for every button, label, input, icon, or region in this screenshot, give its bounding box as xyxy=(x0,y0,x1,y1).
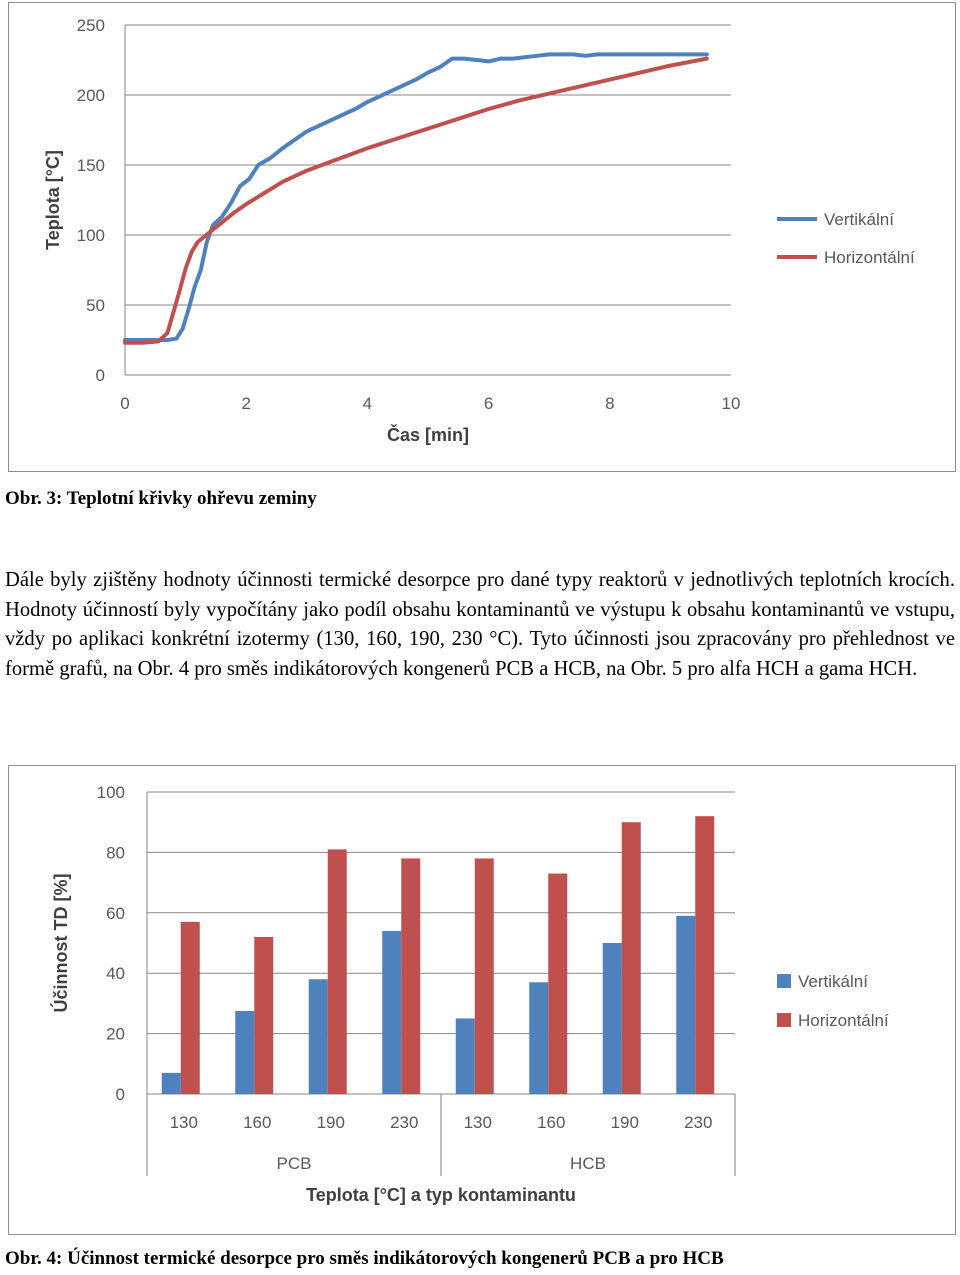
x-tick-label: 230 xyxy=(390,1113,419,1132)
x-tick-label: 190 xyxy=(610,1113,639,1132)
y-tick-label: 200 xyxy=(76,86,105,105)
x-tick-label: 160 xyxy=(537,1113,566,1132)
legend-label: Horizontální xyxy=(824,248,915,267)
bar-horizontalni xyxy=(548,874,567,1094)
efficiency-chart xyxy=(8,765,956,1235)
bar-vertikalni xyxy=(309,979,328,1094)
x-tick-label: 10 xyxy=(721,394,741,413)
bar-vertikalni xyxy=(456,1019,475,1095)
group-label: HCB xyxy=(570,1154,606,1173)
y-tick-label: 60 xyxy=(106,903,125,923)
x-tick-label: 8 xyxy=(605,394,615,413)
legend-swatch xyxy=(777,974,791,988)
bar-horizontalni xyxy=(328,849,347,1094)
legend-label: Horizontální xyxy=(798,1011,889,1030)
y-tick-label: 100 xyxy=(76,226,105,245)
group-label: PCB xyxy=(276,1154,312,1173)
x-tick-label: 190 xyxy=(316,1113,345,1132)
bar-vertikalni xyxy=(162,1073,181,1094)
y-tick-label: 250 xyxy=(76,16,105,35)
bar-vertikalni xyxy=(529,982,548,1094)
bar-vertikalni xyxy=(382,931,401,1094)
efficiency-chart-svg xyxy=(9,766,957,1236)
legend-label: Vertikální xyxy=(824,210,894,229)
x-tick-label: 2 xyxy=(241,394,251,413)
series-line-vertikalni xyxy=(125,54,707,340)
x-tick-label: 0 xyxy=(120,394,130,413)
body-paragraph: Dále byly zjištěny hodnoty účinnosti termické desorpce pro dané typy reaktorů v jednotlivých teplotních krocích. Hodnoty účinností byly vypočítány jako podíl obsahu kontaminantů ve výstupu k obsahu kontaminantů ve vstupu, vždy po aplikaci konkrétní izotermy (130, 160, 190, 230 °C). Tyto účinnosti jsou zpracovány pro přehlednost ve formě grafů, na Obr. 4 pro směs indikátorových kongenerů PCB a HCB, na Obr. 5 pro alfa HCH a gama HCH. xyxy=(5,569,955,680)
bar-horizontalni xyxy=(622,822,641,1094)
x-axis-title: Čas [min] xyxy=(386,425,470,445)
y-tick-label: 50 xyxy=(86,296,105,315)
y-tick-label: 0 xyxy=(95,366,105,385)
temperature-chart-svg xyxy=(9,3,957,473)
figure-3-caption: Obr. 3: Teplotní křivky ohřevu zeminy xyxy=(5,488,317,509)
bar-vertikalni xyxy=(603,943,622,1094)
x-tick-label: 160 xyxy=(243,1113,272,1132)
bar-horizontalni xyxy=(695,816,714,1094)
y-tick-label: 80 xyxy=(106,843,125,863)
bar-horizontalni xyxy=(181,922,200,1094)
bar-horizontalni xyxy=(475,858,494,1094)
y-tick-label: 100 xyxy=(96,783,125,802)
temperature-chart xyxy=(8,2,956,472)
y-tick-label: 150 xyxy=(76,156,105,175)
legend-label: Vertikální xyxy=(798,972,868,991)
x-tick-label: 130 xyxy=(463,1113,492,1132)
y-tick-label: 20 xyxy=(106,1024,125,1044)
figure-4-caption: Obr. 4: Účinnost termické desorpce pro směs indikátorových kongenerů PCB a pro HCB xyxy=(5,1248,724,1269)
bar-horizontalni xyxy=(401,858,420,1094)
x-tick-label: 6 xyxy=(483,394,494,413)
y-tick-label: 40 xyxy=(106,964,125,984)
legend-swatch xyxy=(777,1013,791,1027)
y-axis-title: Účinnost TD [%] xyxy=(51,873,71,1013)
x-tick-label: 4 xyxy=(362,394,373,413)
x-tick-label: 130 xyxy=(169,1113,198,1132)
y-tick-label: 0 xyxy=(115,1085,125,1104)
bar-horizontalni xyxy=(254,937,273,1094)
y-axis-title: Teplota [°C] xyxy=(43,150,63,250)
x-tick-label: 230 xyxy=(684,1113,713,1132)
series-line-horizontalni xyxy=(125,59,707,343)
bar-vertikalni xyxy=(676,916,695,1094)
x-axis-title: Teplota [°C] a typ kontaminantu xyxy=(306,1185,576,1205)
bar-vertikalni xyxy=(235,1011,254,1094)
